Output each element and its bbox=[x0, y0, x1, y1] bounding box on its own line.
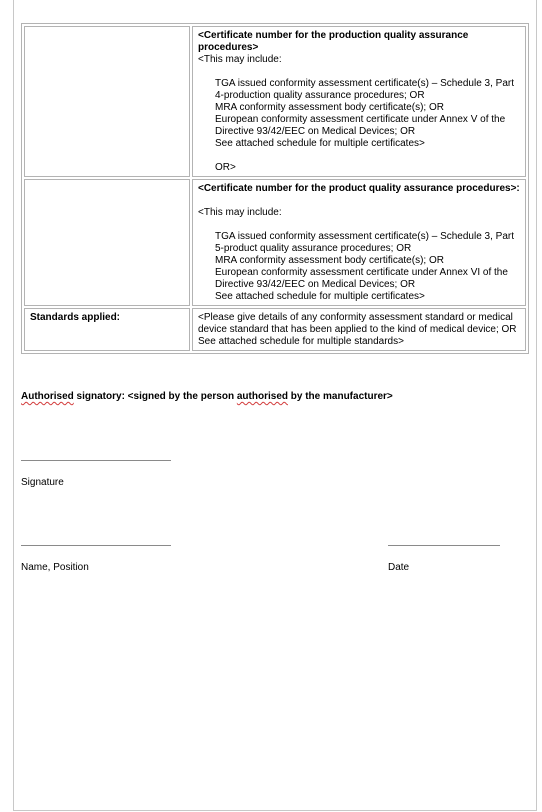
list-item: MRA conformity assessment body certificate(s); OR bbox=[215, 102, 444, 113]
authorised-signatory-heading: Authorised signatory: <signed by the person authorised by the manufacturer> bbox=[21, 391, 393, 402]
list-item: See attached schedule for multiple certificates> bbox=[215, 291, 425, 302]
empty-label-cell bbox=[24, 26, 190, 177]
certificate-table bbox=[21, 23, 529, 354]
list-item: European conformity assessment certificate under Annex VI of the Directive 93/42/EEC on Medical Devices; OR bbox=[215, 267, 508, 290]
list-item: European conformity assessment certificate under Annex V of the Directive 93/42/EEC on Medical Devices; OR bbox=[215, 114, 506, 137]
spellcheck-word: authorised bbox=[236, 391, 288, 402]
list-item: See attached schedule for multiple certificates> bbox=[215, 138, 425, 149]
signature-label: Signature bbox=[21, 477, 64, 488]
production-qa-cell bbox=[192, 26, 526, 177]
empty-label-cell bbox=[24, 179, 190, 306]
product-qa-cell bbox=[192, 179, 526, 306]
product-qa-heading: <Certificate number for the product quality assurance procedures>: bbox=[198, 183, 520, 194]
table-row bbox=[24, 308, 526, 351]
product-qa-intro: <This may include: bbox=[198, 207, 282, 218]
standards-text: <Please give details of any conformity assessment standard or medical device standard that has been applied to the kind of medical device; OR See attached schedule for multiple standards> bbox=[192, 308, 526, 351]
or-text: OR> bbox=[215, 162, 236, 173]
spellcheck-word: Authorised bbox=[21, 391, 74, 402]
list-item: MRA conformity assessment body certificate(s); OR bbox=[215, 255, 444, 266]
production-qa-heading: <Certificate number for the production quality assurance procedures> bbox=[198, 30, 469, 53]
production-qa-intro: <This may include: bbox=[198, 54, 282, 65]
table-row bbox=[24, 26, 526, 177]
table-row bbox=[24, 179, 526, 306]
date-line bbox=[388, 545, 500, 546]
date-label: Date bbox=[388, 562, 410, 573]
standards-label: Standards applied: bbox=[24, 308, 190, 351]
list-item: TGA issued conformity assessment certificate(s) – Schedule 3, Part 5-product quality assurance procedures; OR bbox=[215, 231, 515, 254]
list-item: TGA issued conformity assessment certificate(s) – Schedule 3, Part 4-production quality assurance procedures; OR bbox=[215, 78, 515, 101]
name-position-line bbox=[21, 545, 171, 546]
name-position-label: Name, Position bbox=[21, 562, 89, 573]
signature-line bbox=[21, 460, 171, 461]
